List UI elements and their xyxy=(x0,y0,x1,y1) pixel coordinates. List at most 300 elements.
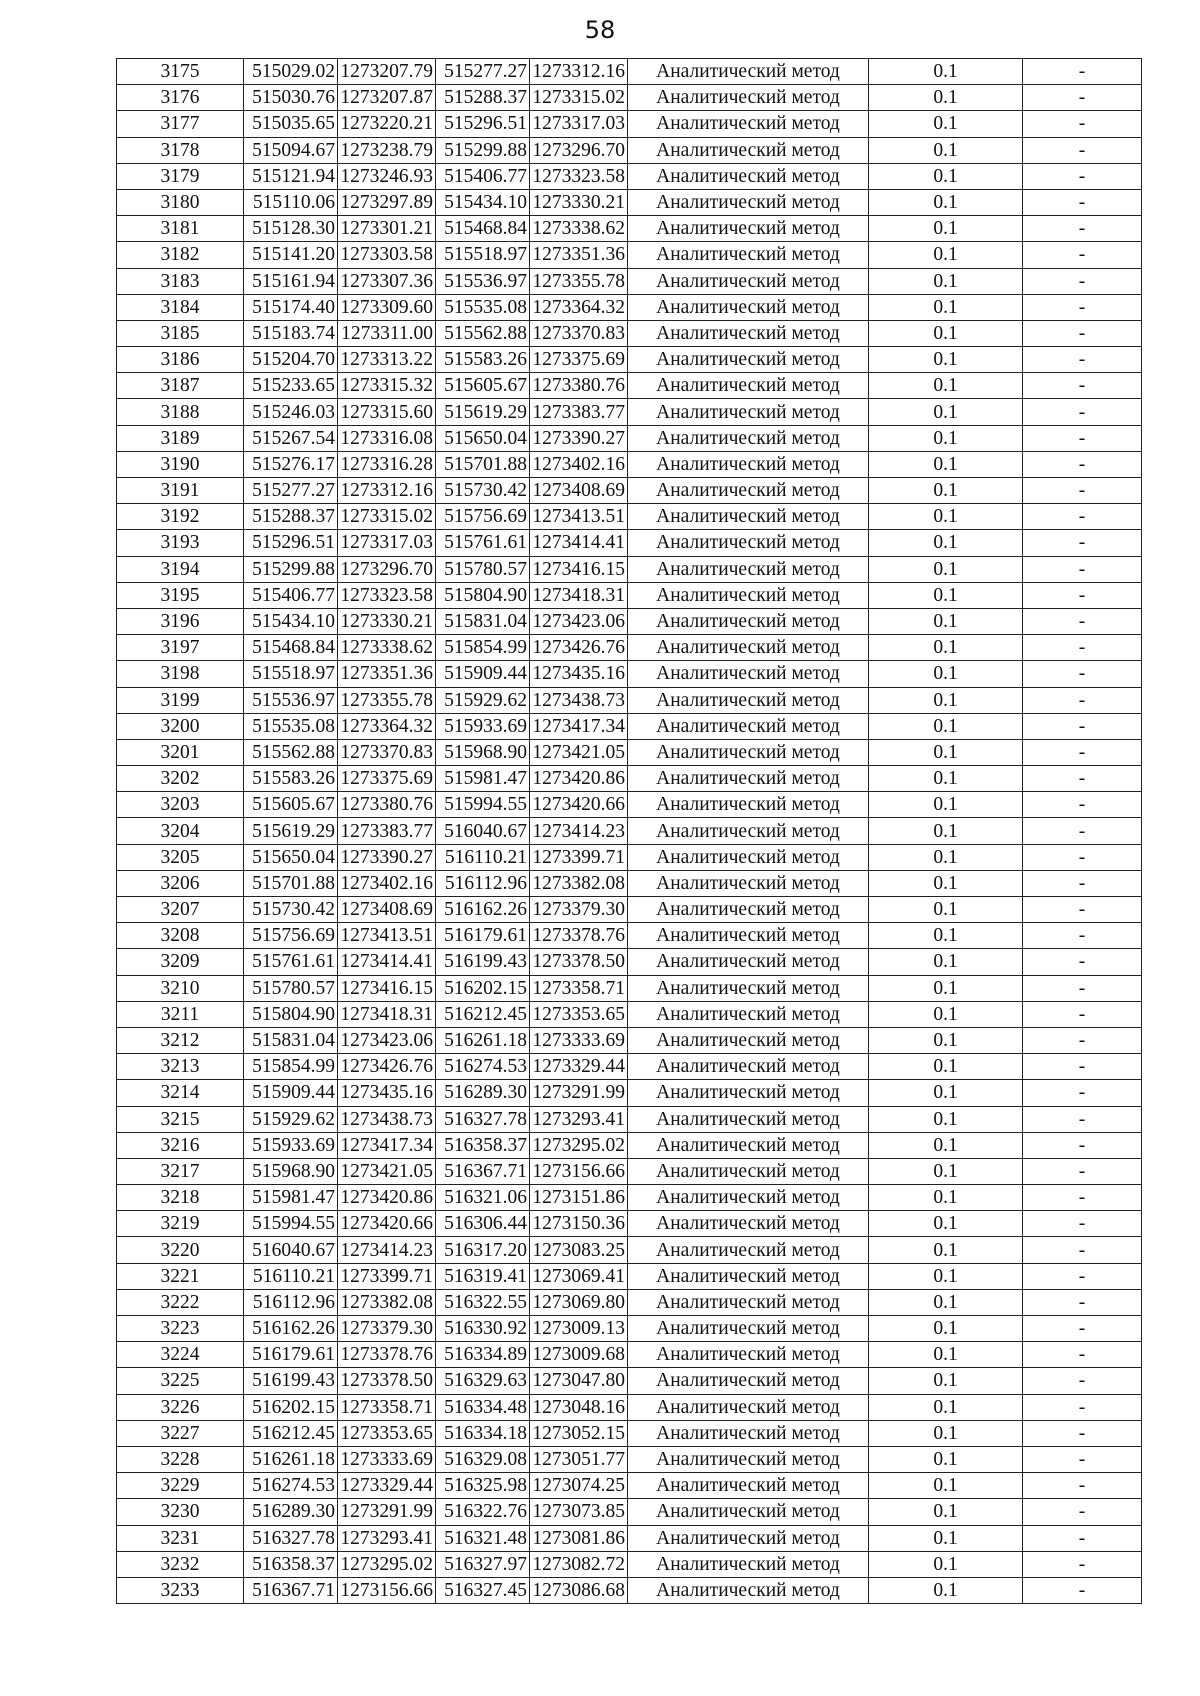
method-cell: Аналитический метод xyxy=(628,320,869,346)
table-row xyxy=(117,189,1142,215)
y-start-cell: 1273414.23 xyxy=(338,1237,436,1263)
y-end-cell: 1273351.36 xyxy=(530,242,628,268)
x-start-cell: 515536.97 xyxy=(244,687,338,713)
note-cell: - xyxy=(1023,923,1142,949)
method-cell: Аналитический метод xyxy=(628,425,869,451)
point-number-cell: 3182 xyxy=(117,242,244,268)
accuracy-cell: 0.1 xyxy=(869,294,1023,320)
note-cell: - xyxy=(1023,792,1142,818)
x-start-cell: 516110.21 xyxy=(244,1263,338,1289)
x-end-cell: 516199.43 xyxy=(436,949,530,975)
table-row xyxy=(117,1001,1142,1027)
table-row xyxy=(117,137,1142,163)
note-cell: - xyxy=(1023,739,1142,765)
accuracy-cell: 0.1 xyxy=(869,1185,1023,1211)
y-start-cell: 1273315.32 xyxy=(338,373,436,399)
x-end-cell: 516334.48 xyxy=(436,1394,530,1420)
point-number-cell: 3178 xyxy=(117,137,244,163)
point-number-cell: 3210 xyxy=(117,975,244,1001)
method-cell: Аналитический метод xyxy=(628,399,869,425)
x-end-cell: 515761.61 xyxy=(436,530,530,556)
point-number-cell: 3213 xyxy=(117,1054,244,1080)
point-number-cell: 3209 xyxy=(117,949,244,975)
x-end-cell: 516329.63 xyxy=(436,1368,530,1394)
note-cell: - xyxy=(1023,1001,1142,1027)
x-end-cell: 516329.08 xyxy=(436,1446,530,1472)
x-start-cell: 516179.61 xyxy=(244,1342,338,1368)
y-start-cell: 1273423.06 xyxy=(338,1027,436,1053)
y-end-cell: 1273353.65 xyxy=(530,1001,628,1027)
y-end-cell: 1273323.58 xyxy=(530,163,628,189)
accuracy-cell: 0.1 xyxy=(869,1132,1023,1158)
note-cell: - xyxy=(1023,320,1142,346)
method-cell: Аналитический метод xyxy=(628,1080,869,1106)
y-start-cell: 1273312.16 xyxy=(338,478,436,504)
x-end-cell: 516179.61 xyxy=(436,923,530,949)
table-row xyxy=(117,1420,1142,1446)
note-cell: - xyxy=(1023,1446,1142,1472)
table-row xyxy=(117,530,1142,556)
note-cell: - xyxy=(1023,478,1142,504)
x-start-cell: 515406.77 xyxy=(244,582,338,608)
point-number-cell: 3223 xyxy=(117,1316,244,1342)
y-end-cell: 1273009.68 xyxy=(530,1342,628,1368)
table-row xyxy=(117,478,1142,504)
x-start-cell: 515161.94 xyxy=(244,268,338,294)
y-end-cell: 1273074.25 xyxy=(530,1473,628,1499)
point-number-cell: 3191 xyxy=(117,478,244,504)
accuracy-cell: 0.1 xyxy=(869,1342,1023,1368)
table-row xyxy=(117,1316,1142,1342)
method-cell: Аналитический метод xyxy=(628,1446,869,1472)
note-cell: - xyxy=(1023,163,1142,189)
accuracy-cell: 0.1 xyxy=(869,1080,1023,1106)
accuracy-cell: 0.1 xyxy=(869,661,1023,687)
accuracy-cell: 0.1 xyxy=(869,1237,1023,1263)
table-row xyxy=(117,1342,1142,1368)
coordinates-table xyxy=(116,58,1142,1604)
x-start-cell: 515909.44 xyxy=(244,1080,338,1106)
y-start-cell: 1273301.21 xyxy=(338,216,436,242)
coordinates-table-body xyxy=(117,59,1142,1604)
y-end-cell: 1273364.32 xyxy=(530,294,628,320)
x-start-cell: 515994.55 xyxy=(244,1211,338,1237)
note-cell: - xyxy=(1023,1473,1142,1499)
x-start-cell: 516162.26 xyxy=(244,1316,338,1342)
x-start-cell: 515267.54 xyxy=(244,425,338,451)
y-start-cell: 1273416.15 xyxy=(338,975,436,1001)
note-cell: - xyxy=(1023,268,1142,294)
note-cell: - xyxy=(1023,1185,1142,1211)
table-row xyxy=(117,608,1142,634)
x-end-cell: 516327.45 xyxy=(436,1577,530,1603)
y-start-cell: 1273330.21 xyxy=(338,608,436,634)
y-end-cell: 1273338.62 xyxy=(530,216,628,242)
x-end-cell: 515296.51 xyxy=(436,111,530,137)
x-end-cell: 516334.18 xyxy=(436,1420,530,1446)
note-cell: - xyxy=(1023,1316,1142,1342)
accuracy-cell: 0.1 xyxy=(869,844,1023,870)
note-cell: - xyxy=(1023,216,1142,242)
accuracy-cell: 0.1 xyxy=(869,713,1023,739)
x-start-cell: 515854.99 xyxy=(244,1054,338,1080)
table-row xyxy=(117,1027,1142,1053)
y-end-cell: 1273382.08 xyxy=(530,870,628,896)
table-row xyxy=(117,556,1142,582)
method-cell: Аналитический метод xyxy=(628,111,869,137)
x-start-cell: 516367.71 xyxy=(244,1577,338,1603)
table-row xyxy=(117,1499,1142,1525)
note-cell: - xyxy=(1023,1525,1142,1551)
x-start-cell: 515110.06 xyxy=(244,189,338,215)
y-end-cell: 1273375.69 xyxy=(530,347,628,373)
x-start-cell: 515434.10 xyxy=(244,608,338,634)
point-number-cell: 3189 xyxy=(117,425,244,451)
note-cell: - xyxy=(1023,1158,1142,1184)
y-start-cell: 1273316.08 xyxy=(338,425,436,451)
y-start-cell: 1273438.73 xyxy=(338,1106,436,1132)
note-cell: - xyxy=(1023,582,1142,608)
table-row xyxy=(117,399,1142,425)
accuracy-cell: 0.1 xyxy=(869,818,1023,844)
accuracy-cell: 0.1 xyxy=(869,399,1023,425)
table-row xyxy=(117,1446,1142,1472)
accuracy-cell: 0.1 xyxy=(869,739,1023,765)
x-start-cell: 515277.27 xyxy=(244,478,338,504)
method-cell: Аналитический метод xyxy=(628,137,869,163)
x-start-cell: 516112.96 xyxy=(244,1289,338,1315)
y-end-cell: 1273379.30 xyxy=(530,897,628,923)
accuracy-cell: 0.1 xyxy=(869,1446,1023,1472)
note-cell: - xyxy=(1023,1289,1142,1315)
accuracy-cell: 0.1 xyxy=(869,766,1023,792)
y-end-cell: 1273421.05 xyxy=(530,739,628,765)
table-row xyxy=(117,320,1142,346)
accuracy-cell: 0.1 xyxy=(869,949,1023,975)
point-number-cell: 3208 xyxy=(117,923,244,949)
point-number-cell: 3206 xyxy=(117,870,244,896)
y-end-cell: 1273417.34 xyxy=(530,713,628,739)
y-end-cell: 1273399.71 xyxy=(530,844,628,870)
x-start-cell: 515761.61 xyxy=(244,949,338,975)
x-end-cell: 516289.30 xyxy=(436,1080,530,1106)
x-start-cell: 515288.37 xyxy=(244,504,338,530)
x-end-cell: 516367.71 xyxy=(436,1158,530,1184)
accuracy-cell: 0.1 xyxy=(869,608,1023,634)
y-end-cell: 1273151.86 xyxy=(530,1185,628,1211)
table-row xyxy=(117,897,1142,923)
y-start-cell: 1273413.51 xyxy=(338,923,436,949)
y-start-cell: 1273329.44 xyxy=(338,1473,436,1499)
method-cell: Аналитический метод xyxy=(628,1001,869,1027)
y-start-cell: 1273323.58 xyxy=(338,582,436,608)
method-cell: Аналитический метод xyxy=(628,530,869,556)
note-cell: - xyxy=(1023,59,1142,85)
x-start-cell: 515583.26 xyxy=(244,766,338,792)
note-cell: - xyxy=(1023,1027,1142,1053)
table-row xyxy=(117,268,1142,294)
x-end-cell: 515780.57 xyxy=(436,556,530,582)
point-number-cell: 3183 xyxy=(117,268,244,294)
y-end-cell: 1273418.31 xyxy=(530,582,628,608)
note-cell: - xyxy=(1023,294,1142,320)
method-cell: Аналитический метод xyxy=(628,1211,869,1237)
table-row xyxy=(117,85,1142,111)
method-cell: Аналитический метод xyxy=(628,1237,869,1263)
x-end-cell: 515605.67 xyxy=(436,373,530,399)
x-end-cell: 515831.04 xyxy=(436,608,530,634)
y-start-cell: 1273207.87 xyxy=(338,85,436,111)
accuracy-cell: 0.1 xyxy=(869,923,1023,949)
method-cell: Аналитический метод xyxy=(628,923,869,949)
y-start-cell: 1273418.31 xyxy=(338,1001,436,1027)
table-row xyxy=(117,870,1142,896)
accuracy-cell: 0.1 xyxy=(869,635,1023,661)
accuracy-cell: 0.1 xyxy=(869,1316,1023,1342)
method-cell: Аналитический метод xyxy=(628,216,869,242)
point-number-cell: 3200 xyxy=(117,713,244,739)
x-start-cell: 516202.15 xyxy=(244,1394,338,1420)
point-number-cell: 3227 xyxy=(117,1420,244,1446)
note-cell: - xyxy=(1023,1577,1142,1603)
table-row xyxy=(117,739,1142,765)
y-start-cell: 1273402.16 xyxy=(338,870,436,896)
accuracy-cell: 0.1 xyxy=(869,870,1023,896)
y-end-cell: 1273291.99 xyxy=(530,1080,628,1106)
y-end-cell: 1273052.15 xyxy=(530,1420,628,1446)
point-number-cell: 3222 xyxy=(117,1289,244,1315)
x-end-cell: 516327.97 xyxy=(436,1551,530,1577)
x-end-cell: 516202.15 xyxy=(436,975,530,1001)
accuracy-cell: 0.1 xyxy=(869,1106,1023,1132)
point-number-cell: 3233 xyxy=(117,1577,244,1603)
y-end-cell: 1273414.41 xyxy=(530,530,628,556)
x-end-cell: 516261.18 xyxy=(436,1027,530,1053)
point-number-cell: 3231 xyxy=(117,1525,244,1551)
note-cell: - xyxy=(1023,870,1142,896)
x-start-cell: 515276.17 xyxy=(244,451,338,477)
x-end-cell: 516327.78 xyxy=(436,1106,530,1132)
table-row xyxy=(117,216,1142,242)
method-cell: Аналитический метод xyxy=(628,1316,869,1342)
accuracy-cell: 0.1 xyxy=(869,530,1023,556)
point-number-cell: 3188 xyxy=(117,399,244,425)
note-cell: - xyxy=(1023,556,1142,582)
x-end-cell: 515650.04 xyxy=(436,425,530,451)
point-number-cell: 3220 xyxy=(117,1237,244,1263)
x-end-cell: 515583.26 xyxy=(436,347,530,373)
y-start-cell: 1273303.58 xyxy=(338,242,436,268)
y-end-cell: 1273358.71 xyxy=(530,975,628,1001)
table-row xyxy=(117,1080,1142,1106)
accuracy-cell: 0.1 xyxy=(869,975,1023,1001)
table-row xyxy=(117,1158,1142,1184)
x-start-cell: 515204.70 xyxy=(244,347,338,373)
x-start-cell: 515730.42 xyxy=(244,897,338,923)
method-cell: Аналитический метод xyxy=(628,582,869,608)
table-row xyxy=(117,818,1142,844)
table-row xyxy=(117,1577,1142,1603)
x-start-cell: 515933.69 xyxy=(244,1132,338,1158)
table-row xyxy=(117,504,1142,530)
point-number-cell: 3214 xyxy=(117,1080,244,1106)
point-number-cell: 3176 xyxy=(117,85,244,111)
y-start-cell: 1273435.16 xyxy=(338,1080,436,1106)
y-end-cell: 1273416.15 xyxy=(530,556,628,582)
x-end-cell: 515535.08 xyxy=(436,294,530,320)
x-end-cell: 515468.84 xyxy=(436,216,530,242)
point-number-cell: 3216 xyxy=(117,1132,244,1158)
x-end-cell: 516321.48 xyxy=(436,1525,530,1551)
y-start-cell: 1273207.79 xyxy=(338,59,436,85)
accuracy-cell: 0.1 xyxy=(869,425,1023,451)
y-start-cell: 1273375.69 xyxy=(338,766,436,792)
accuracy-cell: 0.1 xyxy=(869,1001,1023,1027)
note-cell: - xyxy=(1023,111,1142,137)
table-row xyxy=(117,1054,1142,1080)
accuracy-cell: 0.1 xyxy=(869,268,1023,294)
point-number-cell: 3205 xyxy=(117,844,244,870)
y-start-cell: 1273238.79 xyxy=(338,137,436,163)
y-start-cell: 1273399.71 xyxy=(338,1263,436,1289)
x-start-cell: 516199.43 xyxy=(244,1368,338,1394)
y-start-cell: 1273421.05 xyxy=(338,1158,436,1184)
accuracy-cell: 0.1 xyxy=(869,1158,1023,1184)
accuracy-cell: 0.1 xyxy=(869,582,1023,608)
x-end-cell: 515804.90 xyxy=(436,582,530,608)
table-row xyxy=(117,1394,1142,1420)
x-end-cell: 516321.06 xyxy=(436,1185,530,1211)
accuracy-cell: 0.1 xyxy=(869,897,1023,923)
table-row xyxy=(117,294,1142,320)
accuracy-cell: 0.1 xyxy=(869,137,1023,163)
accuracy-cell: 0.1 xyxy=(869,1289,1023,1315)
note-cell: - xyxy=(1023,661,1142,687)
accuracy-cell: 0.1 xyxy=(869,347,1023,373)
point-number-cell: 3193 xyxy=(117,530,244,556)
x-start-cell: 515035.65 xyxy=(244,111,338,137)
note-cell: - xyxy=(1023,451,1142,477)
method-cell: Аналитический метод xyxy=(628,451,869,477)
x-end-cell: 516330.92 xyxy=(436,1316,530,1342)
accuracy-cell: 0.1 xyxy=(869,1577,1023,1603)
x-start-cell: 515233.65 xyxy=(244,373,338,399)
y-start-cell: 1273370.83 xyxy=(338,739,436,765)
y-start-cell: 1273220.21 xyxy=(338,111,436,137)
y-start-cell: 1273296.70 xyxy=(338,556,436,582)
method-cell: Аналитический метод xyxy=(628,1525,869,1551)
x-end-cell: 515933.69 xyxy=(436,713,530,739)
y-end-cell: 1273390.27 xyxy=(530,425,628,451)
method-cell: Аналитический метод xyxy=(628,1289,869,1315)
note-cell: - xyxy=(1023,1420,1142,1446)
x-end-cell: 515288.37 xyxy=(436,85,530,111)
note-cell: - xyxy=(1023,1263,1142,1289)
accuracy-cell: 0.1 xyxy=(869,242,1023,268)
point-number-cell: 3187 xyxy=(117,373,244,399)
method-cell: Аналитический метод xyxy=(628,635,869,661)
point-number-cell: 3195 xyxy=(117,582,244,608)
y-end-cell: 1273150.36 xyxy=(530,1211,628,1237)
method-cell: Аналитический метод xyxy=(628,1185,869,1211)
table-row xyxy=(117,949,1142,975)
x-start-cell: 515619.29 xyxy=(244,818,338,844)
point-number-cell: 3232 xyxy=(117,1551,244,1577)
note-cell: - xyxy=(1023,766,1142,792)
x-end-cell: 516306.44 xyxy=(436,1211,530,1237)
point-number-cell: 3217 xyxy=(117,1158,244,1184)
x-end-cell: 515756.69 xyxy=(436,504,530,530)
table-row xyxy=(117,1185,1142,1211)
y-end-cell: 1273312.16 xyxy=(530,59,628,85)
x-end-cell: 515434.10 xyxy=(436,189,530,215)
note-cell: - xyxy=(1023,1394,1142,1420)
point-number-cell: 3212 xyxy=(117,1027,244,1053)
y-start-cell: 1273333.69 xyxy=(338,1446,436,1472)
y-end-cell: 1273378.76 xyxy=(530,923,628,949)
y-end-cell: 1273048.16 xyxy=(530,1394,628,1420)
table-row xyxy=(117,1473,1142,1499)
x-start-cell: 515094.67 xyxy=(244,137,338,163)
table-row xyxy=(117,713,1142,739)
table-row xyxy=(117,373,1142,399)
note-cell: - xyxy=(1023,137,1142,163)
y-end-cell: 1273420.66 xyxy=(530,792,628,818)
accuracy-cell: 0.1 xyxy=(869,163,1023,189)
accuracy-cell: 0.1 xyxy=(869,59,1023,85)
point-number-cell: 3180 xyxy=(117,189,244,215)
method-cell: Аналитический метод xyxy=(628,949,869,975)
method-cell: Аналитический метод xyxy=(628,163,869,189)
y-end-cell: 1273426.76 xyxy=(530,635,628,661)
x-start-cell: 515518.97 xyxy=(244,661,338,687)
x-end-cell: 516274.53 xyxy=(436,1054,530,1080)
note-cell: - xyxy=(1023,975,1142,1001)
y-end-cell: 1273083.25 xyxy=(530,1237,628,1263)
point-number-cell: 3197 xyxy=(117,635,244,661)
y-end-cell: 1273355.78 xyxy=(530,268,628,294)
point-number-cell: 3207 xyxy=(117,897,244,923)
y-start-cell: 1273420.86 xyxy=(338,1185,436,1211)
y-end-cell: 1273073.85 xyxy=(530,1499,628,1525)
y-end-cell: 1273333.69 xyxy=(530,1027,628,1053)
accuracy-cell: 0.1 xyxy=(869,1394,1023,1420)
table-row xyxy=(117,347,1142,373)
x-start-cell: 515780.57 xyxy=(244,975,338,1001)
table-row xyxy=(117,163,1142,189)
table-row xyxy=(117,766,1142,792)
y-start-cell: 1273316.28 xyxy=(338,451,436,477)
y-end-cell: 1273295.02 xyxy=(530,1132,628,1158)
x-end-cell: 516322.55 xyxy=(436,1289,530,1315)
y-end-cell: 1273156.66 xyxy=(530,1158,628,1184)
accuracy-cell: 0.1 xyxy=(869,189,1023,215)
point-number-cell: 3177 xyxy=(117,111,244,137)
method-cell: Аналитический метод xyxy=(628,687,869,713)
table-row xyxy=(117,1263,1142,1289)
method-cell: Аналитический метод xyxy=(628,504,869,530)
table-row xyxy=(117,1211,1142,1237)
y-start-cell: 1273307.36 xyxy=(338,268,436,294)
accuracy-cell: 0.1 xyxy=(869,1211,1023,1237)
x-start-cell: 516212.45 xyxy=(244,1420,338,1446)
table-row xyxy=(117,242,1142,268)
table-row xyxy=(117,1237,1142,1263)
point-number-cell: 3202 xyxy=(117,766,244,792)
x-end-cell: 516162.26 xyxy=(436,897,530,923)
table-row xyxy=(117,111,1142,137)
y-end-cell: 1273330.21 xyxy=(530,189,628,215)
